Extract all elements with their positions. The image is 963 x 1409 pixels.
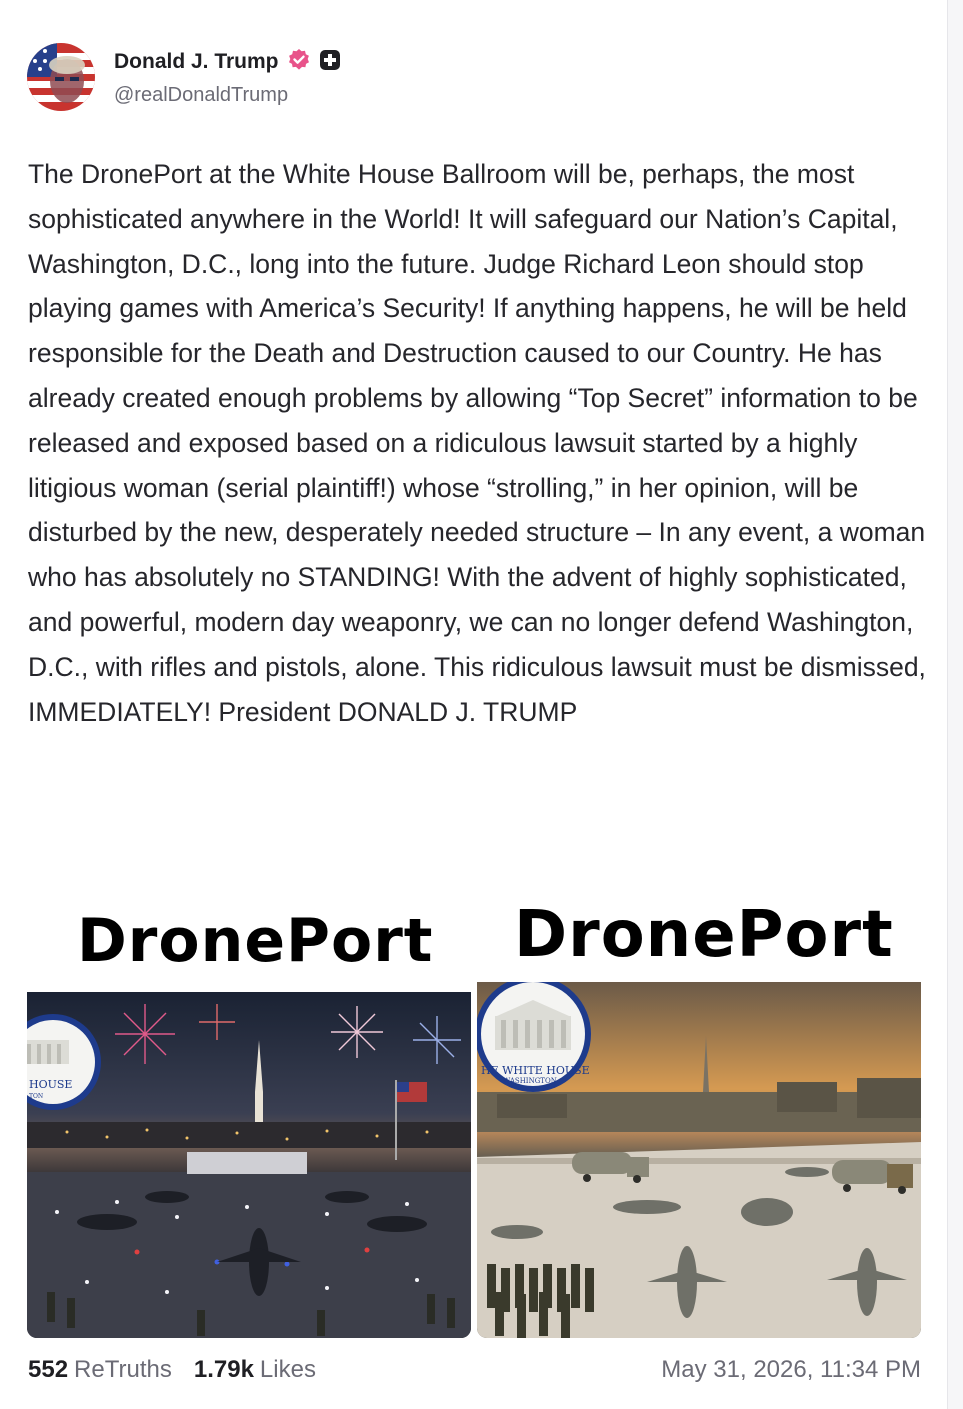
post-timestamp[interactable]: May 31, 2026, 11:34 PM xyxy=(661,1356,921,1383)
likes-stat[interactable] xyxy=(194,1356,316,1384)
media-image-2[interactable] xyxy=(477,900,921,1338)
scrollbar-track[interactable] xyxy=(948,0,963,1409)
media-image-1[interactable] xyxy=(27,900,471,1338)
display-name[interactable]: Donald J. Trump xyxy=(114,50,279,73)
media-image-1-seal-text: HOUSE xyxy=(29,1078,73,1091)
retruths-stat[interactable] xyxy=(28,1356,172,1384)
media-image-2-seal-text: HE WHITE HOUSE xyxy=(481,1064,590,1077)
media-image-1-seal-subtext: TON xyxy=(29,1093,44,1100)
author-name-row xyxy=(114,48,341,76)
plus-badge-icon xyxy=(319,49,341,76)
post-footer xyxy=(28,1352,921,1388)
verified-badge-icon xyxy=(287,48,311,77)
media-image-2-seal-subtext: WASHINGTON xyxy=(503,1077,557,1085)
retruths-label: ReTruths xyxy=(74,1356,172,1383)
retruths-count: 552 xyxy=(28,1356,69,1383)
media-image-2-title: DronePort xyxy=(514,900,894,972)
media-image-1-scene xyxy=(27,992,471,1338)
media-image-2-scene xyxy=(477,982,921,1338)
likes-count: 1.79k xyxy=(193,1356,254,1383)
media-image-1-title: DronePort xyxy=(77,906,434,976)
avatar-image xyxy=(27,43,95,111)
avatar[interactable] xyxy=(27,43,95,111)
post-text: The DronePort at the White House Ballroom will be, perhaps, the most sophisticated anywhere in the World! It will safeguard our Nation’s Capital, Washington, D.C., long into the future. Judge Richard Leon should stop playing games with America’s Security! If anything happens, he will be held responsible for the Death and Destruction caused to our Country. He has already created enough problems by allowing “Top Secret” information to be released and exposed based on a ridiculous lawsuit started by a highly litigious woman (serial plaintiff!) whose “strolling,” in her opinion, will be disturbed by the new, desperately needed structure – In any event, a woman who has absolutely no STANDING! With the advent of highly sophisticated, and powerful, modern day weaponry, we can no longer defend Washington, D.C., with rifles and pistols, alone. This ridiculous lawsuit must be dismissed, IMMEDIATELY! President DONALD J. TRUMP xyxy=(28,159,926,727)
author-handle[interactable]: @realDonaldTrump xyxy=(114,84,289,106)
likes-label: Likes xyxy=(259,1356,316,1383)
